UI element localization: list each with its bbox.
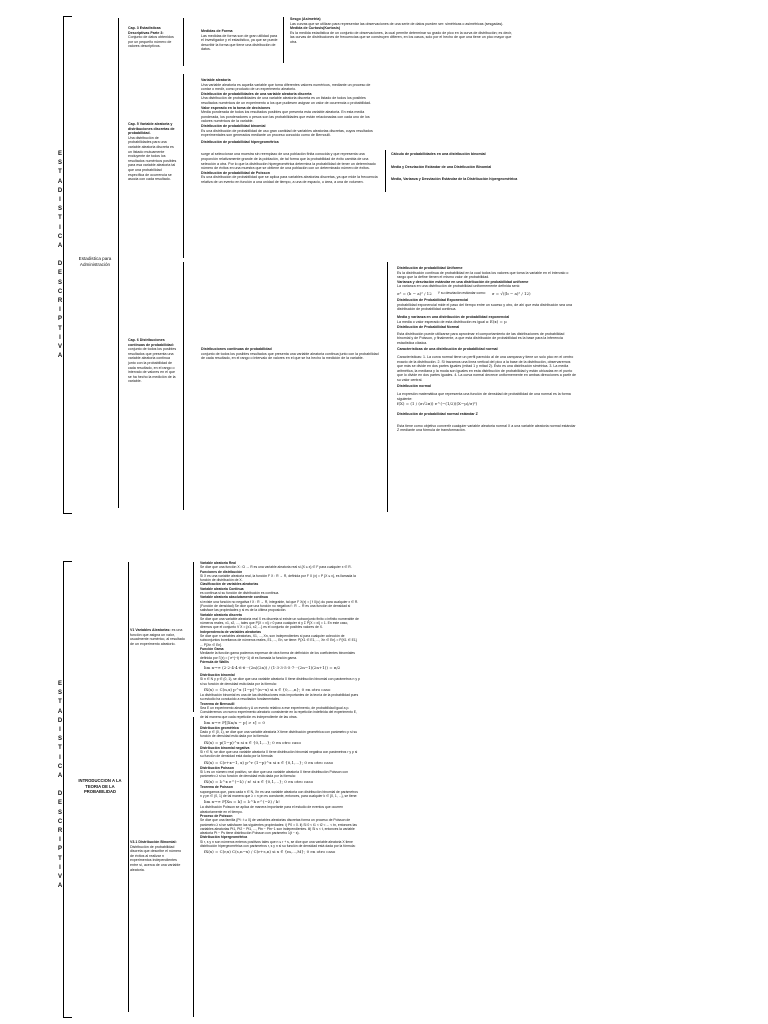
item-title: Funciones de distribución (200, 569, 243, 574)
vertical-letter: C (57, 288, 63, 295)
item-title: Clasificación de variables aleatorias (200, 582, 259, 587)
side-title: Distribución de probabilidad normal estándar Z (397, 412, 478, 417)
geometric-formula: fX(x) = p(1−p)^x si x ∈ {0,1,...}; 0 en otro caso (204, 739, 301, 745)
sesgo-body: Las curvas que se utilizan para representar las observaciones de una serie de datos pueden ser: simétricas o asimétricas (sesgadas). (290, 21, 504, 26)
vertical-letter: R (57, 298, 63, 304)
vertical-letter: D (57, 791, 63, 798)
item-title: Variable aleatoria absolutamente continua (200, 595, 268, 600)
item-body: Se dice que n variables aleatorias, X1, ..., Xn, son independientes si para cualquier colección de subconjuntos borelianos de números reales, E1, ..., En, se tiene: P{X1 ∈ E1, ..., Xn ∈ En} = P{X1 ∈ E1} ... P{Xn ∈ En} (200, 634, 357, 647)
item-body: supongamos que, para cada n ∈ N, Xn es una variable aleatoria con distribución binomial de parámetros n y pn ∈ (0, 1) de tal manera que λ = n pn es constante, entonces, para cualquier k ∈ {0, 1, ...}, se tiene: (200, 789, 358, 799)
bernoulli-formula: lim n→∞ P[|Xn/n − p| > ε] = 0 (204, 719, 265, 725)
cap5-items (201, 78, 381, 184)
cap-5 (128, 122, 178, 182)
item-body: Una variable aleatoria es aquella variable que toma diferentes valores numéricos, mediante un proceso de contar o medir, como producto de un experimento aleatorio. (201, 82, 371, 92)
vertical-letter: I (59, 726, 61, 733)
main-bracket (118, 18, 119, 508)
cap-3 (128, 26, 178, 49)
vertical-letter: R (57, 828, 63, 834)
cap-title: V3.1 Distribución Binomial: (130, 840, 177, 844)
sesgo-title: Sesgo (Asimetria) (290, 17, 321, 21)
item-body: Sea E un experimento aleatorio y A un evento relativo a ese experimento, de probabilidad igual a p. Consideremos un nuevo experimento aleatorio consistente en la repetición indefinida del experimento E, de tal manera que cada repetición es independiente de las otras. (200, 705, 358, 719)
item-title: Distribución de probabilidad de Poisson (201, 170, 270, 175)
vertical-letter: A (57, 178, 63, 185)
forma-bracket (283, 17, 284, 63)
medidas-forma (201, 29, 279, 52)
vertical-letter (55, 781, 65, 790)
cap6-item (201, 347, 383, 361)
sd-uniform-formula: σ = √((b − a)² / 12) (491, 290, 531, 296)
item-body: Se dice que una función X : Ω → R es una variable aleatoria real si {X ≤ x} ∈ F para cualquier x ∈ R. (200, 565, 352, 570)
item-body: Es una distribución de probabilidad de uso gran cantidad de variables aleatorias discretas, cuyos resultados experimentales son generados mediante un proceso conocido como de Bernoulli. (201, 128, 373, 138)
vertical-letter: V (57, 873, 62, 880)
cap5-side (391, 152, 551, 182)
vertical-letter: S (57, 160, 62, 167)
side-title: Distribución de Probabilidad Normal (397, 324, 460, 329)
vertical-letter: S (57, 206, 62, 213)
item-body: Si λ es un número real positivo, se dice que una variable aleatoria X tiene distribución Poisson con parámetro λ si su función de densidad está dada por la fórmula: (200, 769, 348, 779)
side-body: La media o valor esperado de esta distribución es igual a: (397, 320, 489, 325)
vertical-letter: I (59, 224, 61, 231)
side-title: Media y varianza en una distribución de probabilidad exponencial (397, 314, 510, 319)
item-body: Una distribución de probabilidades de una variable aleatoria discreta es un listado de todos los posibles resultados numéricos de un experimento a los que pudiesen asignar un valor de ocurrencia o probabilidad. (201, 96, 372, 105)
vertical-letter: C (57, 763, 63, 770)
forma-body: Las medidas de forma son de gran utilidad para el investigador y el estadístico, ya que se puede describir la forma que tiene una distribución de datos. (201, 33, 278, 52)
vertical-letter: A (57, 242, 63, 249)
sesgo-curtosis (290, 17, 512, 45)
cap-v1 (130, 628, 186, 646)
vertical-letter (55, 251, 65, 260)
item-body: Si n ∈ N y p ∈ (0, 1), se dice que una variable aleatoria X tiene distribución binomial con parámetros n y p si su función de densidad está dada por la fórmula: (200, 677, 360, 686)
item-title: Distribución geométrica (200, 725, 239, 730)
vertical-letter: A (57, 883, 63, 890)
item-body: si existe una función no negativa f X : R → R, integrable, tal que F X(x) = ∫ f X(u) du para cualquier x ∈ R. (Función de densidad) Se dice que una función no negativa f : R → R es una función de densidad si satisface las propiedades y si es de la última proposición. (200, 599, 359, 613)
vertical-letter: T (58, 215, 62, 222)
cap6-side-bracket (387, 262, 388, 512)
binomial-formula: fX(x) = C(n,x) p^x (1−p)^(n−x) si x ∈ {0,...,n}; 0 en otro caso (204, 687, 331, 693)
vertical-title (55, 150, 65, 361)
vertical-letter: E (57, 270, 62, 277)
side-item: Media y Desviación Estándar de una Distribución Binomial (391, 164, 492, 169)
item-body: La distribución Poisson se aplica de manera importante para el estudio de eventos que ocurren aleatoriamente en el tiempo. (200, 805, 344, 814)
side-body: probabilidad exponencial mide el paso del tiempo entre un suceso y otro, de ahí que esta distribución sea una distribución de probabilidad continua. (397, 302, 573, 312)
vertical-letter: T (58, 855, 62, 862)
main-bracket (128, 562, 129, 1012)
item-title: Valor esperado en la toma de decisiones (201, 105, 271, 110)
cap-body: conjunto de todos los posibles resultados que presenta una variable aleatoria continua junto con la probabilidad de cada resultado, en el rango o intervalo de valores en el que se ha hecho la medición de la variable. (128, 347, 177, 384)
item-title: Distribución Poisson (200, 765, 234, 770)
cap-title: Cap. 5 Variable aleatoria y distribuciones discretas de probabilidad. (128, 122, 175, 136)
side-title: Características de una distribución de probabilidad normal (397, 347, 498, 352)
vertical-letter: S (57, 690, 62, 697)
cap6-side (397, 266, 577, 433)
item-body: Si r, s y n son números enteros positivos tales que n ≤ r + s, se dice que una variable aleatoria X tiene distribución hipergeométrica con parámetros r, s y n si su función de densidad está dada por la fórmula: (200, 839, 356, 849)
vertical-letter: I (59, 754, 61, 761)
item-title: Proceso de Poisson (200, 813, 233, 818)
cap-body: Distribución de probabilidad discreta que describe el número de éxitos al realizar n experimentos independientes entre sí, acerca de una variable aleatoria. (130, 844, 182, 872)
v1-bracket (193, 562, 194, 712)
cap-title: Cap. 6 Distribuciones continuas de probabilidad: (128, 338, 174, 347)
sd-label: Y su desviación estándar como: (437, 291, 486, 296)
side-item: Cálculo de probabilidades en una distribución binomial (391, 152, 486, 156)
cap5-bracket (183, 74, 184, 258)
vertical-letter: D (57, 187, 63, 194)
cap6-bracket (183, 262, 184, 510)
vertical-letter: P (57, 316, 62, 323)
item-title: Distribución binomial (200, 673, 235, 678)
item-body: conjunto de todos los posibles resultados que presenta una variable aleatoria continua junto con la probabilidad de cada resultado, en el rango o intervalo de valores en el que se ha hecho la medición de la variable. (201, 351, 379, 361)
vertical-letter: I (59, 196, 61, 203)
item-title: Variable aleatoria Continua (200, 586, 244, 591)
side-body: Esta tiene como objetivo convertir cualquier variable aleatoria normal X a una variable aleatoria normal estándar Z mediante una fórmula de transformación. (397, 423, 576, 433)
page2-items (200, 561, 360, 855)
item-body: Se dice que una familia {Pt : t ≥ 0} de variables aleatorias discretas forma un proceso de Poisson de parámetro λ si se satisfacen las siguientes propiedades: i) P0 = 0. ii) Si 0 < t1 < t2 < ... < tn, entonces las variables aleatorias Pt1, Pt2 − Pt1, ..., Ptn − Ptn−1 son independientes. iii) Si s < t, entonces la variable aleatoria Pt − Ps tiene distribución Poisson con parámetro λ(t − s). (200, 818, 357, 836)
vertical-letter: E (57, 151, 62, 157)
vertical-letter: S (57, 736, 62, 743)
item-title: Distribución de probabilidades de una variable aleatoria discreta (201, 91, 312, 96)
item-title: Teorema de Poisson (200, 785, 233, 790)
item-body: es continua si su función de distribución es continua. (200, 591, 280, 596)
item-body: Dado p ∈ (0, 1), se dice que una variable aleatoria X tiene distribución geométrica con parámetro p si su función de densidad está dada por la fórmula: (200, 730, 358, 739)
item-title: Distribución de probabilidad binomial (201, 123, 266, 128)
negbin-formula: fX(x) = C(r+x−1, x) p^r (1−p)^x si x ∈ {0,1,...}; 0 en otro caso (204, 759, 334, 765)
main-label: Estadistica para Administración (78, 256, 112, 267)
side-body: La expresión matemática que representa una función de densidad de probabilidad de una normal es la forma siguiente: (397, 392, 571, 401)
cap5-side-bracket (385, 150, 386, 192)
side-body: Es la distribución continua de probabilidad en la cual todos los valores que toma la variable en el intervalo o rango que la define tienen el mismo valor de probabilidad. (397, 270, 569, 280)
item-body: Se dice que una variable aleatoria real X es discreta si existe un subconjunto finito o infinito numerable de números reales, x1, x2, ..., tales que P{X = xi} > 0 para cualquier xi y Σ P{X = xi} = 1. En este caso, diremos que el conjunto V X = {x1, x2, ...} es el conjunto de posibles valores de X. (200, 616, 359, 630)
hyper-formula: fX(x) = C(r,x) C(s,n−x) / C(r+s,n) si x ∈ {m,...,M}; 0 en otro caso (204, 849, 336, 855)
item-title: Distribuciones continuas de probabilidad (201, 347, 272, 351)
side-body: Esta distribución puede utilizarse para aproximar el comportamiento de las distribuciones de probabilidad binomial y de Poisson, y finalmente, a que esta distribución de probabilidad es la base para la inferencia estadística clásica. (397, 331, 565, 345)
item-title: Teorema de Bernoulli (200, 701, 235, 706)
vertical-letter: I (59, 864, 61, 871)
side-body: La varianza en una distribución de probabilidad uniformemente definida será: (397, 284, 520, 289)
side-title: Distribución de Probabilidad Exponencial (397, 297, 469, 302)
cap-body: Una distribución de probabilidades para una variable aleatoria discreta es un listado mutuamente excluyente de todos los resultados numéricos posibles para esa variable aleatoria tal que una probabilidad específica de ocurrencia se asocia con cada resultado. (128, 135, 177, 182)
vertical-letter: T (58, 169, 62, 176)
vertical-letter: T (58, 699, 62, 706)
vertical-letter: I (59, 837, 61, 844)
vertical-letter: E (57, 800, 62, 807)
vertical-letter: I (59, 307, 61, 314)
vertical-letter: D (57, 261, 63, 268)
vertical-letter: I (59, 334, 61, 341)
main-label: INTRODUCCION A LA TEORIA DE LA PROBABILIDAD (78, 778, 122, 795)
vertical-letter: V (57, 343, 62, 350)
poisson_thm-formula: lim n→∞ P[Xn = k] = λ^k e^(−λ) / k! (204, 799, 280, 805)
item-title: Independencia de variables aleatorias (200, 629, 262, 634)
vertical-letter: S (57, 279, 62, 286)
uniform-formulas (397, 291, 577, 296)
item-title: Variable aleatoria discreta (200, 612, 242, 617)
item-title: Distribución hipergeométrica (200, 835, 248, 840)
item-body: Media ponderada de todos los resultados posibles que presenta esta variable aleatoria. En esta media ponderada, los ponderadores o pesos son las probabilidades que están relacionadas con cada uno de los valores numéricos de la variable. (201, 110, 370, 124)
cap-body: Conjunto de datos obtenidos por un pequeño número de valores descriptivos. (128, 35, 174, 49)
item-title: Fórmula de Wallis (200, 659, 229, 664)
item-body: La distribución binomial es una de las distribuciones más importantes de la teoría de la probabilidad pues su estudio ha conducido a resultados fundamentales. (200, 693, 359, 702)
item-title: Distribución de probabilidad hipergeométrica (201, 139, 279, 144)
vertical-letter: A (57, 772, 63, 779)
cap-body: es una función que asigna un valor, usualmente numérico, al resultado de un experimento aleatorio. (130, 628, 185, 646)
vertical-letter: T (58, 325, 62, 332)
vertical-letter: D (57, 717, 63, 724)
vertical-letter: P (57, 846, 62, 853)
cap-6 (128, 338, 178, 384)
wallis-formula: lim n→∞ (2·2·4·4·6·6···(2n)(2n)) / (1·3·3·5·5·7···(2n−1)(2n+1)) = π/2 (204, 665, 341, 671)
item-title: Distribución binomial negativa (200, 745, 250, 750)
item-title: Función Gama (200, 646, 224, 651)
curtosis-body: Es la medida estadística de un conjunto de observaciones, la cual permite determinar su grado de pico en la curva de distribución; es decir, las curvas de distribuciones de frecuencias que se construyen difieren, en los casos, solo por el hecho de que una tiene un pico mayor que otra. (290, 30, 512, 44)
cap-v3 (130, 840, 186, 872)
side-title: Varianza y desviación estándar en una distribución de probabilidad uniforme (397, 279, 529, 284)
item-body: Mediante la función gama podemos expresar de otra forma de definición de los coeficientes binomiales definida por Γ(x) = ∫ e^(−t) t^(x−1) dt es llamada la función gama. (200, 651, 355, 660)
item-body: surge al seleccionar una muestra sin reemplazo de una población finita conocida y que representa una proporción relativamente grande de la población, de tal forma que la probabilidad de éxito cambia de una selección a otra. Por lo que la distribución hipergeométrica determina la probabilidad de tener un determinado número de éxitos en una muestra que se obtiene de una población con un determinado número de éxitos. (201, 152, 376, 171)
v3-bracket (193, 717, 194, 1017)
vertical-letter: C (57, 818, 63, 825)
curtosis-title: Medida de Curtosis(Kurtosis) (290, 26, 341, 31)
vertical-letter: A (57, 708, 63, 715)
vertical-letter: E (57, 681, 62, 687)
item-body: Es una distribución de probabilidad que se aplica para variables aleatorias discretas, ya que mide la frecuencia relativa de un evento en función a una unidad de tiempo, a una de espacio, u área, a una de volumen. (201, 175, 378, 184)
cap-title: Cap. 3 Estadisticas Descriptivas Parte 3: (128, 26, 164, 35)
side-title: Distribución normal (397, 384, 431, 389)
mean-exp-formula: E(x) = μ (489, 319, 507, 325)
forma-title: Medidas de Forma (201, 29, 233, 33)
item-title: Variable aleatoria (201, 78, 231, 82)
item-title: Variable aleatoria Real (200, 561, 236, 565)
item-body: Si X es una variable aleatoria real, la función F X : R → R, definida por F X (x) = P {X ≤ x}, es llamada la función de distribución de X. (200, 573, 356, 583)
side-body: Características: 1. La curva normal tiene un perfil parecido al de una campana y tiene un solo pico en el centro exacto de la distribución. 2. Si trazamos una línea vertical del pico a la base de la distribución, observaremos que más se divide en dos partes iguales (mitad 1 y mitad 2). Esto es una distribución simétrica. 3. La media aritmética, la mediana y la moda son iguales en esta distribución de probabilidad y están ubicadas en el punto que lo divide en dos partes iguales. 4. La curva normal decrece uniformemente en ambas direcciones a partir de su valor central. (397, 354, 576, 382)
cap3-bracket (183, 18, 184, 66)
vertical-letter: S (57, 809, 62, 816)
vertical-letter: A (57, 353, 63, 360)
vertical-letter: C (57, 233, 63, 240)
side-item: Media, Varianza y Desviación Estándar de la Distribución hipergeométrica (391, 177, 518, 182)
var-uniform-formula: σ² = (b − a)² / 12 (397, 290, 432, 296)
vertical-title (55, 680, 65, 891)
cap-title: V1 Variables Aleatorias: (130, 628, 171, 632)
vertical-letter: T (58, 745, 62, 752)
poisson-formula: fX(x) = λ^x e^(−λ) / x! si x ∈ {0,1,...}; 0 en otro caso (204, 779, 314, 785)
side-title: Distribución de probabilidad Uniforme (397, 266, 463, 270)
normal-pdf-formula: f(X) = (1 / (σ√2π)) e^(−(1/2)((X−μ)/σ)²) (397, 401, 478, 407)
item-body: Si r ∈ N, se dice que una variable aleatoria X tiene distribución binomial negativa con parámetros r y p si su función de densidad está dada por la fórmula: (200, 749, 358, 759)
